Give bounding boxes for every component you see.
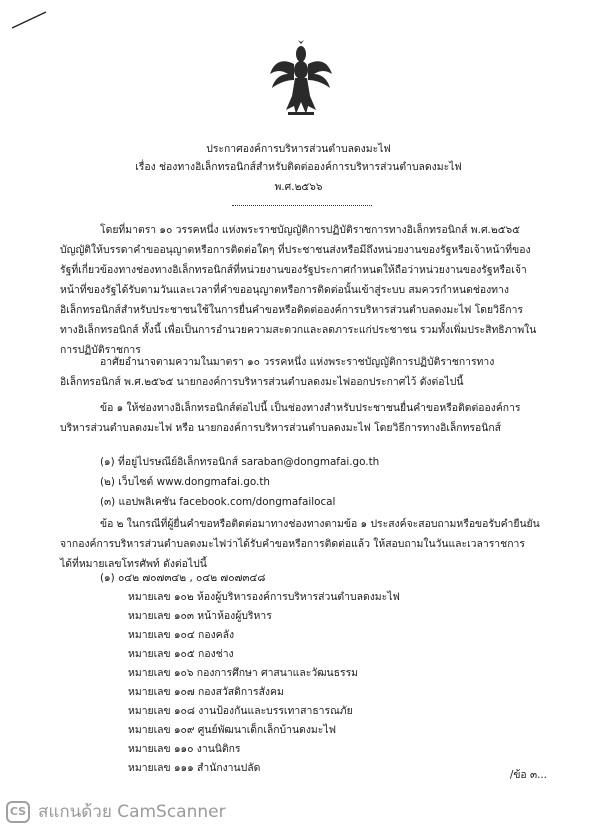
- phone-numbers: (๑) ๐๔๒ ๗๐๗๓๔๒ , ๐๔๒ ๗๐๗๓๔๘: [100, 572, 266, 584]
- section-divider: [232, 205, 372, 206]
- clause-1-text: ข้อ ๑ ให้ช่องทางอิเล็กทรอนิกส์ต่อไปนี้ เป็นช่องทางสำหรับประชาชนยื่นคำขอหรือติดต่อองค์การบริหารส่วนตำบลดงมะไฟ หรือ นายกองค์การบริหารส่วนตำบลดงมะไฟ โดยวิธีการทางอิเล็กทรอนิกส์: [60, 402, 521, 434]
- camscanner-logo-icon: CS: [6, 801, 30, 823]
- extension-item: หมายเลข ๑๑๐ งานนิติกร: [128, 743, 241, 755]
- paragraph-preamble: [60, 220, 540, 360]
- camscanner-watermark: [6, 798, 226, 825]
- channel-email: (๑) ที่อยู่ไปรษณีย์อิเล็กทรอนิกส์ saraban@dongmafai.go.th: [100, 456, 380, 468]
- extension-item: หมายเลข ๑๐๓ หน้าห้องผู้บริหาร: [128, 610, 272, 622]
- channel-facebook: (๓) แอปพลิเคชัน facebook.com/dongmafailocal: [100, 496, 336, 508]
- announcement-subject: เรื่อง ช่องทางอิเล็กทรอนิกส์สำหรับติดต่อองค์การบริหารส่วนตำบลดงมะไฟ: [135, 161, 462, 173]
- channel-website: (๒) เว็บไซต์ www.dongmafai.go.th: [100, 476, 270, 488]
- extension-item: หมายเลข ๑๐๖ กองการศึกษา ศาสนาและวัฒนธรรม: [128, 667, 358, 679]
- extension-item: หมายเลข ๑๐๘ งานป้องกันและบรรเทาสาธารณภัย: [128, 705, 353, 717]
- announcement-year: พ.ศ.๒๕๖๖: [274, 181, 323, 193]
- extension-item: หมายเลข ๑๐๔ กองคลัง: [128, 629, 235, 641]
- paragraph-authority: [60, 352, 540, 392]
- clause-1: [60, 398, 540, 438]
- camscanner-text: สแกนด้วย CamScanner: [38, 802, 226, 822]
- extension-item: หมายเลข ๑๐๙ ศูนย์พัฒนาเด็กเล็กบ้านดงมะไฟ: [128, 724, 336, 736]
- clause-2: [60, 514, 540, 574]
- extension-item: หมายเลข ๑๐๗ กองสวัสดิการสังคม: [128, 686, 284, 698]
- pen-stroke-mark: [10, 8, 50, 30]
- extension-item: หมายเลข ๑๑๑ สำนักงานปลัด: [128, 762, 261, 774]
- extension-item: หมายเลข ๑๐๕ กองช่าง: [128, 648, 234, 660]
- clause-2-text: ข้อ ๒ ในกรณีที่ผู้ยื่นคำขอหรือติดต่อมาทางช่องทางตามข้อ ๑ ประสงค์จะสอบถามหรือขอรับคำยืนยันจากองค์การบริหารส่วนตำบลดงมะไฟว่าได้รับคำขอหรือการติดต่อแล้ว ให้สอบถามในวันและเวลาราชการได้ที่หมายเลขโทรศัพท์ ดังต่อไปนี้: [60, 518, 540, 570]
- authority-text: อาศัยอำนาจตามความในมาตรา ๑๐ วรรคหนึ่ง แห่งพระราชบัญญัติการปฏิบัติราชการทางอิเล็กทรอนิกส์ พ.ศ.๒๕๖๕ นายกองค์การบริหารส่วนตำบลดงมะไฟออกประกาศไว้ ดังต่อไปนี้: [60, 356, 495, 388]
- garuda-emblem-icon: [268, 40, 334, 118]
- continued-marker: /ข้อ ๓...: [509, 769, 547, 781]
- extension-item: หมายเลข ๑๐๒ ห้องผู้บริหารองค์การบริหารส่วนตำบลดงมะไฟ: [128, 591, 400, 603]
- announcement-title: ประกาศองค์การบริหารส่วนตำบลดงมะไฟ: [206, 143, 391, 155]
- preamble-text: โดยที่มาตรา ๑๐ วรรคหนึ่ง แห่งพระราชบัญญัติการปฏิบัติราชการทางอิเล็กทรอนิกส์ พ.ศ.๒๕๖๕ บัญญัติให้บรรดาคำขออนุญาตหรือการติดต่อใดๆ ที่ประชาชนส่งหรือมีถึงหน่วยงานของรัฐหรือเจ้าหน้าที่ของรัฐที่เกี่ยวข้องทางช่องทางอิเล็กทรอนิกส์ที่หน่วยงานของรัฐประกาศกำหนดให้ถือว่าหน่วยงานของรัฐหรือเจ้าหน้าที่ของรัฐได้รับตามวันและเวลาที่คำขออนุญาตหรือการติดต่อนั้นเข้าสู่ระบบ สมควรกำหนดช่องทางอิเล็กทรอนิกส์สำหรับประชาชนใช้ในการยื่นคำขอหรือติดต่อองค์การบริหารส่วนตำบลดงมะไฟ โดยวิธีการทางอิเล็กทรอนิกส์ ทั้งนี้ เพื่อเป็นการอำนวยความสะดวกและลดภาระแก่ประชาชน รวมทั้งเพิ่มประสิทธิภาพในการปฏิบัติราชการ: [60, 224, 537, 356]
